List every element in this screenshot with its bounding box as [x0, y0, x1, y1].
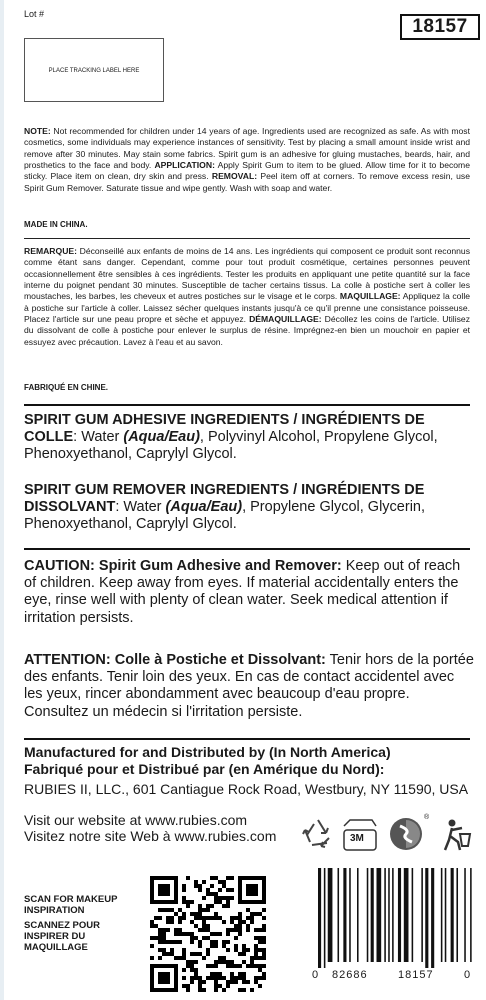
open-jar-3m-icon: 3M — [340, 816, 380, 852]
application-label: APPLICATION: — [154, 160, 215, 171]
qr-code[interactable] — [150, 876, 266, 992]
barcode-digits-left: 82686 — [332, 969, 368, 981]
remover-ingredients-label: SPIRIT GUM REMOVER INGREDIENTS / INGRÉDIENTS DE DISSOLVANT — [24, 482, 425, 516]
recycle-icon — [300, 816, 336, 850]
barcode-digit-lead: 0 — [312, 969, 320, 981]
scan-text-fr: SCANNEZ POUR INSPIRER DU MAQUILLAGE — [24, 920, 101, 953]
divider — [24, 548, 470, 550]
divider — [24, 404, 470, 406]
green-dot-icon — [388, 816, 426, 854]
manufacturer-address: RUBIES II, LLC., 601 Cantiague Rock Road, Westbury, NY 11590, USA — [24, 781, 469, 797]
french-note: REMARQUE: Déconseillé aux enfants de moins de 14 ans. Les ingrédients qui composent ce produit sont reconnus comme étant sans danger. Cependant, comme pour tout produit cosmétique, certaines personnes peuvent occasionnellement être sensibles à ces ingrédients. Tester les produits en appliquant une petite quantité sur la face interne du poignet pendant 30 minutes. Susceptible de tacher certains tissus. La colle à postiche sert à coller les moustaches, les barbes, les cheveux et autres postiches sur le visage et le corps. MAQUILLAGE: Appliquez la colle à postiche sur l'article à coller. Laissez sécher quelques instants jusqu'à ce qu'il prenne une consistance poisseuse. Placez l'article sur une peau propre et sèche et appuyez. DÉMAQUILLAGE: Décollez les coins de l'article. Utilisez du dissolvant de colle à postiche pour enlever le surplus de résine. Imprégnez-en bien un mouchoir en papier et essuyez avec précaution. Lavez à l'eau et au savon. — [24, 246, 471, 347]
left-edge-stripe — [0, 0, 4, 1000]
remarque-label: REMARQUE: — [24, 246, 77, 256]
made-in-china: MADE IN CHINA. — [24, 220, 88, 229]
caution-label: CAUTION: Spirit Gum Adhesive and Remover: — [24, 558, 342, 574]
caution-french: ATTENTION: Colle à Postiche et Dissolvant: Tenir hors de la portée des enfants. Tenir loin des yeux. En cas de contact accidentel avec les yeux, rincer abondamment avec beaucoup d'eau propre. Consultez un médecin si l'irritation persiste. — [24, 652, 474, 720]
adhesive-ingredients: SPIRIT GUM ADHESIVE INGREDIENTS / INGRÉDIENTS DE COLLE: Water (Aqua/Eau), Polyvinyl Alcohol, Propylene Glycol, Phenoxyethanol, Caprylyl Glycol. — [24, 412, 438, 463]
note-label: NOTE: — [24, 126, 51, 136]
manufacturer-en: Manufactured for and Distributed by (In North America) — [24, 744, 391, 760]
demaquillage-label: DÉMAQUILLAGE: — [249, 314, 322, 325]
upc-barcode — [310, 868, 474, 968]
lot-label: Lot # — [24, 9, 45, 19]
scan-text-en: SCAN FOR MAKEUP INSPIRATION — [24, 894, 118, 916]
remover-ingredients: SPIRIT GUM REMOVER INGREDIENTS / INGRÉDIENTS DE DISSOLVANT: Water (Aqua/Eau), Propylene Glycol, Glycerin, Phenoxyethanol, Caprylyl Glycol. — [24, 482, 426, 533]
english-note: NOTE: Not recommended for children under 14 years of age. Ingredients used are recognized as safe. As with most cosmetics, some individuals may experience instances of sensitivity. Test by placing a small amount inside wrist and remove after 30 minutes. May stain some fabrics. Spirit gum is an adhesive for gluing mustaches, beards, hair, and prosthetics to the face and body. APPLICATION: Apply Spirit Gum to item to be glued. Allow time for it to become sticky. Place item on clean, dry skin and press. REMOVAL: Peel item off at corners. To remove excess resin, use Spirit Gum Remover. Saturate tissue and wipe gently. Wash with soap and water. — [24, 126, 470, 193]
lot-number-box: 18157 — [400, 14, 480, 40]
website-en: Visit our website at www.rubies.com — [24, 812, 248, 828]
manufacturer-fr: Fabriqué pour et Distribué par (en Amérique du Nord): — [24, 761, 385, 777]
barcode-digits-right: 18157 — [398, 969, 434, 981]
maquillage-label: MAQUILLAGE: — [339, 291, 401, 302]
tidyman-icon — [438, 816, 474, 854]
divider — [24, 738, 470, 740]
website-fr: Visitez notre site Web à www.rubies.com — [24, 828, 277, 844]
tracking-label-box: PLACE TRACKING LABEL HERE — [24, 38, 164, 102]
barcode-digit-check: 0 — [464, 969, 472, 981]
registered-mark: ® — [424, 814, 430, 821]
attention-label: ATTENTION: Colle à Postiche et Dissolvant: — [24, 652, 326, 668]
fabrique-en-chine: FABRIQUÉ EN CHINE. — [24, 383, 109, 392]
removal-label: REMOVAL: — [211, 171, 258, 182]
caution-english: CAUTION: Spirit Gum Adhesive and Remover: Keep out of reach of children. Keep away from eyes. If material accidentally enters the eye, rinse well with plenty of clean water. Seek medical attention if irritation persists. — [24, 558, 461, 626]
adhesive-ingredients-label: SPIRIT GUM ADHESIVE INGREDIENTS / INGRÉDIENTS DE COLLE — [24, 412, 425, 446]
divider — [24, 238, 470, 239]
